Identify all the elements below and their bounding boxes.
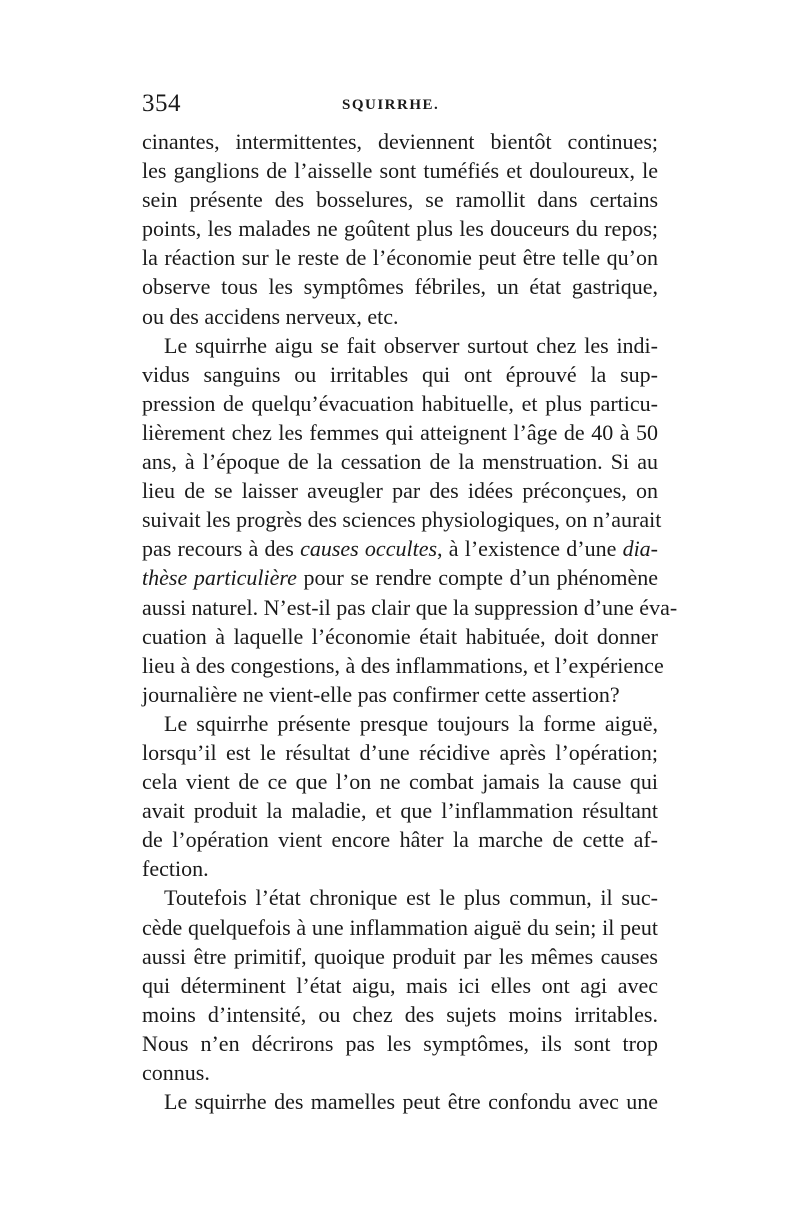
page-number: 354 — [142, 90, 181, 117]
text-line: avait produit la maladie, et que l’inflammation résultant — [142, 798, 658, 824]
text-line: aussi être primitif, quoique produit par les mêmes causes — [142, 943, 658, 969]
text-line: Nous n’en décrirons pas les symptômes, ils sont trop — [142, 1030, 658, 1056]
text-line: sein présente des bosselures, se ramollit dans certains — [142, 187, 658, 213]
text-line: Le squirrhe présente presque toujours la forme aiguë, — [164, 710, 658, 736]
text-line: la réaction sur le reste de l’économie peut être telle qu’on — [142, 245, 658, 271]
text-line: qui déterminent l’état aigu, mais ici elles ont agi avec — [142, 972, 658, 998]
paragraph — [142, 331, 678, 709]
text-line-mixed — [142, 563, 658, 592]
running-title: SQUIRRHE. — [342, 97, 440, 113]
text-line: moins d’intensité, ou chez des sujets moins irritables. — [142, 1001, 658, 1027]
text-line: Le squirrhe aigu se fait observer surtout chez les indi- — [164, 332, 658, 358]
italic-phrase: thèse particulière — [142, 565, 297, 591]
text-line: points, les malades ne goûtent plus les douceurs du repos; — [142, 216, 658, 242]
paragraph — [142, 709, 658, 884]
text-line-mixed — [142, 534, 658, 563]
text-line: lieu de se laisser aveugler par des idées préconçues, on — [142, 478, 658, 504]
text-line: ans, à l’époque de la cessation de la menstruation. Si au — [142, 449, 658, 475]
text-line: ou des accidens nerveux, etc. — [142, 303, 399, 329]
text-line: cinantes, intermittentes, deviennent bientôt continues; — [142, 129, 658, 154]
paragraph — [142, 1087, 658, 1116]
paragraph — [142, 883, 658, 1087]
body-text — [142, 127, 678, 1116]
paragraph — [142, 127, 658, 331]
text-line: aussi naturel. N’est-il pas clair que la suppression d’une éva- — [142, 594, 678, 620]
text-line: Toutefois l’état chronique est le plus commun, il suc- — [164, 885, 658, 911]
text-line: lieu à des congestions, à des inflammations, et l’expérience — [142, 652, 664, 678]
text-line: cuation à laquelle l’économie était habituée, doit donner — [142, 623, 658, 649]
text-line: journalière ne vient-elle pas confirmer cette assertion? — [142, 681, 620, 707]
text-line: pression de quelqu’évacuation habituelle, et plus particu- — [142, 390, 658, 416]
italic-phrase: causes occultes — [300, 536, 438, 562]
text-line: lièrement chez les femmes qui atteignent l’âge de 40 à 50 — [142, 419, 658, 445]
italic-phrase: dia- — [622, 536, 659, 562]
page-header — [142, 90, 658, 120]
text-line: fection. — [142, 856, 209, 882]
text-run: pour se rendre compte d’un phénomène — [296, 565, 658, 591]
text-line: observe tous les symptômes fébriles, un état gastrique, — [142, 274, 658, 300]
text-line: suivait les progrès des sciences physiologiques, on n’aurait — [142, 507, 662, 533]
text-line: cela vient de ce que l’on ne combat jamais la cause qui — [142, 769, 658, 795]
text-line: de l’opération vient encore hâter la marche de cette af- — [142, 827, 658, 853]
text-run: , à l’existence d’une — [437, 536, 623, 562]
text-line: lorsqu’il est le résultat d’une récidive après l’opération; — [142, 739, 658, 765]
text-line: vidus sanguins ou irritables qui ont éprouvé la sup- — [142, 361, 658, 387]
text-line: cède quelquefois à une inflammation aiguë du sein; il peut — [142, 914, 658, 940]
text-run: pas recours à des — [142, 536, 301, 562]
text-line: Le squirrhe des mamelles peut être confondu avec une — [164, 1089, 658, 1115]
text-line: les ganglions de l’aisselle sont tuméfiés et douloureux, le — [142, 158, 658, 184]
text-line: connus. — [142, 1060, 210, 1085]
